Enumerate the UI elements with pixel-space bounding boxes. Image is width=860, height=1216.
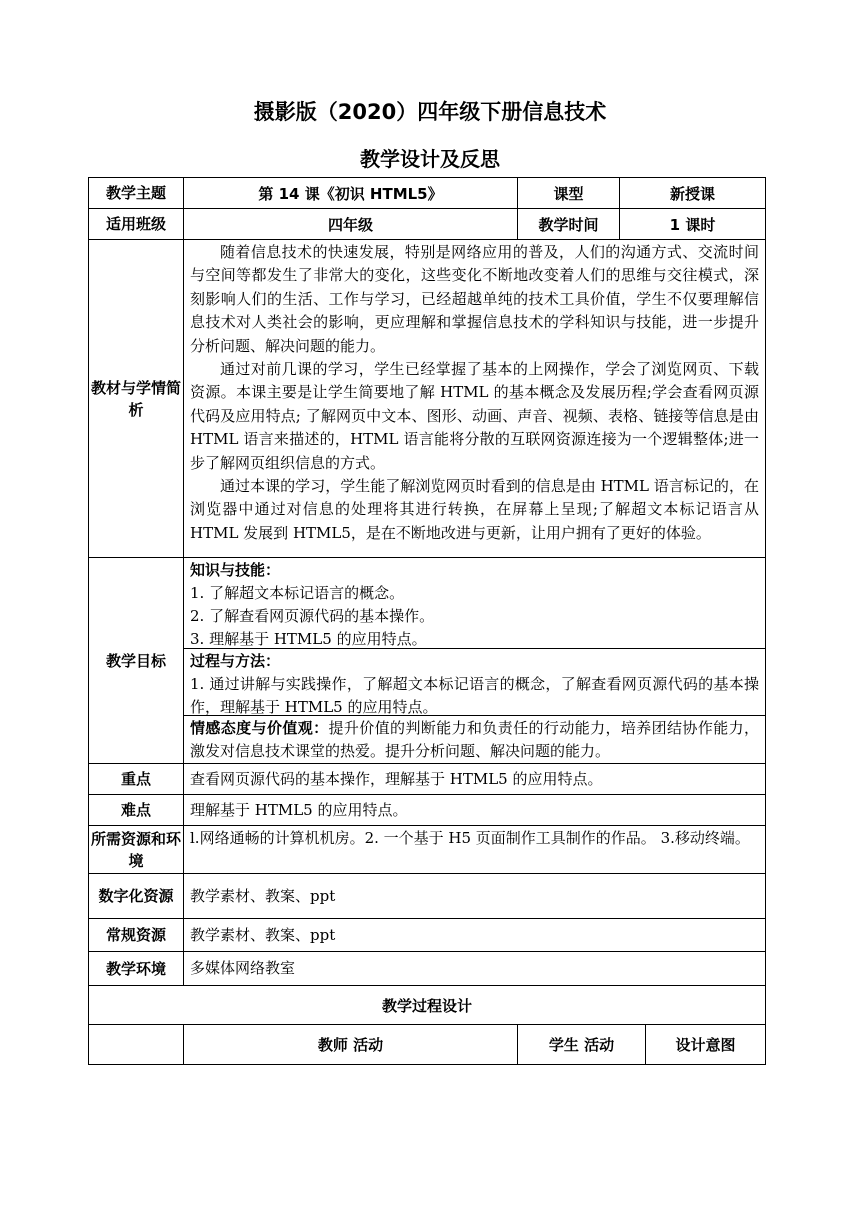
goals-emotion: [183, 715, 766, 764]
col-teacher: 教师 活动: [183, 1024, 518, 1065]
environment-value: 多媒体网络教室: [183, 951, 766, 986]
page-subtitle: 教学设计及反思: [360, 147, 500, 171]
col-student: 学生 活动: [517, 1024, 646, 1065]
environment-label: 教学环境: [88, 951, 184, 986]
analysis-label: 教材与学情简析: [88, 239, 184, 558]
type-value: 新授课: [619, 177, 766, 209]
theme-label: 教学主题: [88, 177, 184, 209]
digital-resources-label: 数字化资源: [88, 873, 184, 919]
difficulty-value: 理解基于 HTML5 的应用特点。: [183, 794, 766, 826]
key-label: 重点: [88, 763, 184, 795]
goals-knowledge: [183, 557, 766, 649]
digital-resources-value: 教学素材、教案、ppt: [183, 873, 766, 919]
goals-process-text: 1. 通过讲解与实践操作，了解超文本标记语言的概念，了解查看网页源代码的基本操作，理解基于 HTML5 的应用特点。: [190, 675, 759, 716]
analysis-paragraph: 通过对前几课的学习，学生已经掌握了基本的上网操作，学会了浏览网页、下载资源。本课主要是让学生简要地了解 HTML 的基本概念及发展历程;学会查看网页源代码及应用特点; 了解网页中文本、图形、动画、声音、视频、表格、链接等信息是由 HTML 语言来描述的，HTML 语言能将分散的互联网资源连接为一个逻辑整体;进一步了解网页组织信息的方式。: [190, 360, 759, 472]
regular-resources-value: 教学素材、教案、ppt: [183, 918, 766, 952]
goals-knowledge-item: 2. 了解查看网页源代码的基本操作。: [190, 607, 435, 625]
time-value: 1 课时: [619, 208, 766, 240]
type-label: 课型: [517, 177, 620, 209]
goals-process-title: 过程与方法：: [190, 652, 281, 670]
goals-label: 教学目标: [88, 557, 184, 764]
page-title: 摄影版（2020）四年级下册信息技术: [253, 100, 607, 124]
class-value: 四年级: [183, 208, 518, 240]
theme-value: 第 14 课《初识 HTML5》: [183, 177, 518, 209]
analysis-paragraph: 通过本课的学习，学生能了解浏览网页时看到的信息是由 HTML 语言标记的，在浏览器中通过对信息的处理将其进行转换，在屏幕上呈现;了解超文本标记语言从 HTML 发展到 HTML5，是在不断地改进与更新，让用户拥有了更好的体验。: [190, 477, 759, 542]
process-title: 教学过程设计: [88, 985, 766, 1025]
time-label: 教学时间: [517, 208, 620, 240]
goals-emotion-title: 情感态度与价值观：: [190, 719, 329, 737]
analysis-paragraph: 随着信息技术的快速发展，特别是网络应用的普及，人们的沟通方式、交流时间与空间等都发生了非常大的变化，这些变化不断地改变着人们的思维与交往模式，深刻影响人们的生活、工作与学习，已经超越单纯的技术工具价值，学生不仅要理解信息技术对人类社会的影响，更应理解和掌握信息技术的学科知识与技能，进一步提升分析问题、解决问题的能力。: [190, 243, 759, 355]
goals-knowledge-item: 3. 理解基于 HTML5 的应用特点。: [190, 630, 427, 648]
key-value: 查看网页源代码的基本操作，理解基于 HTML5 的应用特点。: [183, 763, 766, 795]
resources-value: l.网络通畅的计算机机房。2. 一个基于 H5 页面制作工具制作的作品。 3.移动终端。: [183, 825, 766, 874]
regular-resources-label: 常规资源: [88, 918, 184, 952]
difficulty-label: 难点: [88, 794, 184, 826]
goals-knowledge-title: 知识与技能：: [190, 561, 281, 579]
goals-knowledge-item: 1. 了解超文本标记语言的概念。: [190, 584, 405, 602]
process-empty-cell: [88, 1024, 184, 1065]
col-intent: 设计意图: [645, 1024, 766, 1065]
goals-emotion-text: 提升价值的判断能力和负责任的行动能力，培养团结协作能力，激发对信息技术课堂的热爱。提升分析问题、解决问题的能力。: [190, 719, 759, 760]
goals-process: [183, 648, 766, 716]
analysis-text: [183, 239, 766, 558]
resources-label: 所需资源和环境: [88, 825, 184, 874]
class-label: 适用班级: [88, 208, 184, 240]
